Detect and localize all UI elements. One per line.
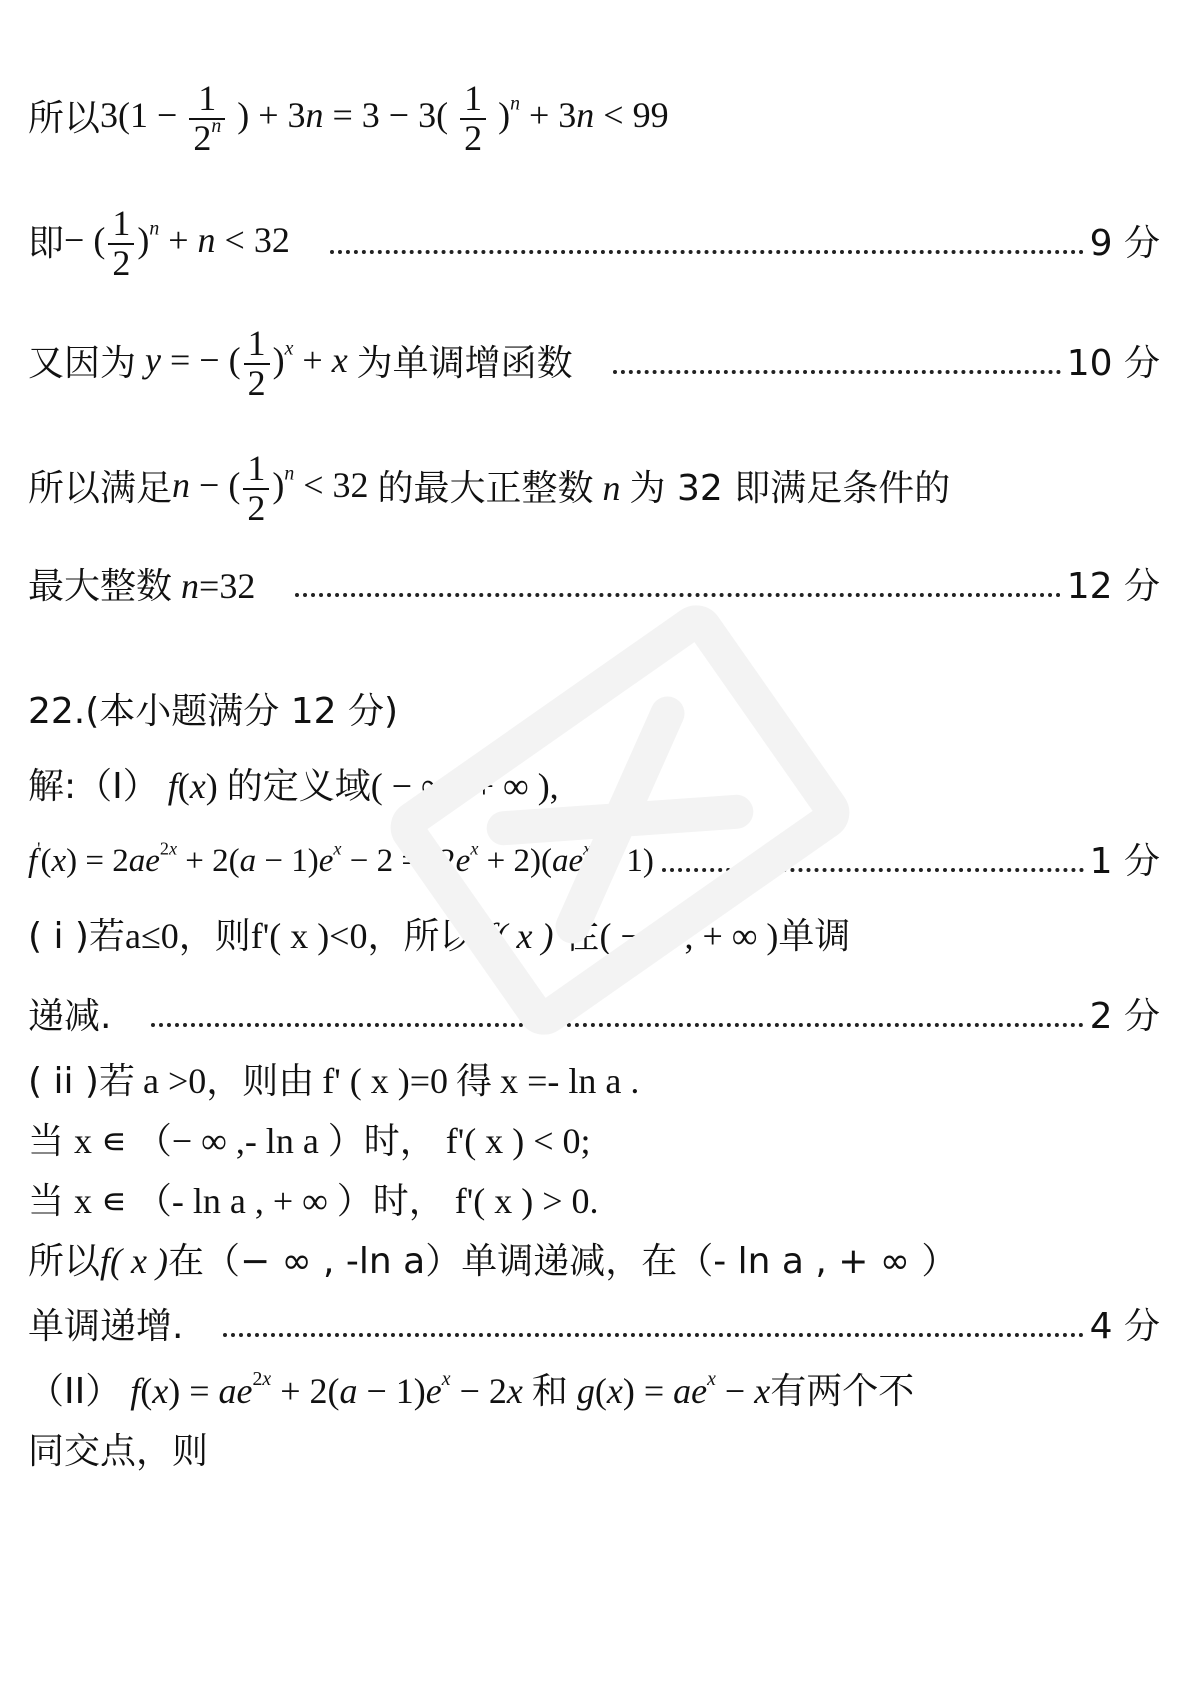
dot-leader	[295, 593, 1060, 597]
equation-line-13	[28, 1180, 1160, 1223]
interval: x ∊ （- ln a , + ∞ ）时，	[74, 1181, 445, 1221]
function-f-expression: $f(x) = ae^{2x} + 2(a - 1)e^x - 2x$	[130, 1368, 523, 1411]
text-prefix: ( ii )若	[28, 1061, 135, 1102]
text-prefix: 最大整数	[28, 566, 173, 607]
equation-line-2	[28, 205, 1160, 283]
text-mid: 和	[531, 1371, 568, 1412]
text-tail: 有两个不	[770, 1371, 915, 1412]
dot-leader	[613, 370, 1061, 374]
equation-line-15	[28, 1305, 1160, 1348]
text-prefix: （II）	[28, 1371, 122, 1412]
variable-n: n	[593, 468, 630, 509]
dot-leader	[662, 868, 1084, 872]
inequality: n − ( $\frac{1}{2}$ )$^n$ < 32	[172, 448, 378, 528]
equation-line-4	[28, 450, 1160, 528]
text-prefix: 当	[28, 1121, 65, 1162]
derivative-sign: f'( x )<0，所以	[250, 916, 476, 956]
interval: x ∊ （− ∞ ,- ln a ）时，	[74, 1121, 436, 1161]
function-def: y = − ( $\frac{1}{2}$ )$^x$ + x	[145, 323, 348, 403]
score-label: 10 分	[1066, 343, 1160, 385]
equation-line-3	[28, 325, 1160, 403]
equation-sum: 3(1 − $\frac{1}{2^n}$ ) + 3n = 3 − 3( $\frac{1}{2}$ )$^n$ + 3n < 99	[100, 78, 669, 158]
text-prefix: 所以满足	[28, 468, 173, 510]
text-prefix: 即	[28, 223, 65, 265]
text-suffix: 为单调增函数	[356, 343, 573, 385]
text-prefix: 单调递增.	[28, 1306, 184, 1347]
score-label: 2 分	[1089, 996, 1160, 1037]
variable-n: n	[172, 566, 200, 606]
domain: ( − ∞ , + ∞ ),	[370, 766, 559, 806]
derivative-sign: f'( x ) > 0.	[454, 1181, 599, 1221]
dot-leader	[330, 250, 1084, 254]
condition: a >0，则由	[142, 1061, 315, 1101]
equation-line-14	[28, 1240, 1160, 1283]
text-mid: 的定义域	[226, 766, 371, 807]
equation-line-17: 同交点，则	[28, 1431, 209, 1472]
score-label: 9 分	[1089, 223, 1160, 265]
equation-line-11	[28, 1060, 1160, 1103]
equation-line-1	[28, 80, 1160, 158]
derivative-zero: f' ( x )=0	[322, 1061, 449, 1101]
fraction: $\frac{1}{2}$	[244, 325, 270, 403]
condition: a≤0，则	[124, 916, 251, 956]
score-label: 12 分	[1066, 566, 1160, 607]
equation-line-10	[28, 995, 1160, 1038]
function-f: f( x )	[100, 1241, 168, 1281]
equation-line-9	[28, 915, 1160, 958]
equals-value: =32	[199, 566, 256, 606]
fraction: $\frac{1}{2}$	[460, 80, 486, 158]
text-prefix: 又因为	[28, 343, 137, 385]
text-prefix: 所以	[28, 1241, 101, 1282]
equation-line-16	[28, 1370, 1160, 1413]
text-tail: 单调	[778, 916, 851, 957]
derivative-sign: f'( x ) < 0;	[445, 1121, 591, 1161]
inequality: − ( $\frac{1}{2}$ )$^n$ + n < 32	[64, 203, 290, 283]
dot-leader	[151, 1023, 1083, 1027]
dot-leader	[223, 1333, 1083, 1337]
critical-point: x =- ln a .	[500, 1061, 640, 1101]
function-f: f( x )	[485, 916, 554, 956]
function-g-expression: $g(x) = ae^x - x$	[576, 1368, 771, 1411]
equation-line-5	[28, 565, 1160, 608]
text-prefix: 解:（I）	[28, 766, 159, 807]
text-mid: 在	[563, 916, 600, 957]
monotonic-intervals: 在（− ∞ , -ln a）单调递减，在（- ln a , + ∞ ）	[167, 1241, 958, 1282]
problem-heading: 22.(本小题满分 12 分)	[28, 691, 399, 732]
domain: ( − ∞ , + ∞ )	[599, 916, 779, 956]
text-tail: 为 32 即满足条件的	[629, 468, 951, 510]
text-prefix: ( i )若	[28, 916, 125, 957]
text-prefix: 递减.	[28, 996, 112, 1037]
equation-line-7	[28, 765, 1160, 808]
score-label: 4 分	[1089, 1306, 1160, 1347]
derivative-expression: $f'(x) = 2ae^{2x} + 2(a - 1)e^x - 2 = (2e^x + 2)(ae^x - 1)$	[28, 838, 654, 879]
score-label: 1 分	[1089, 841, 1160, 882]
equation-line-12	[28, 1120, 1160, 1163]
fraction: $\frac{1}{2^n}$	[189, 80, 225, 158]
equation-line-8	[28, 840, 1160, 883]
text-prefix: 所以	[28, 98, 101, 140]
text-prefix: 当	[28, 1181, 65, 1222]
fraction: $\frac{1}{2}$	[243, 450, 269, 528]
fraction: $\frac{1}{2}$	[108, 205, 134, 283]
text-mid: 的最大正整数	[377, 468, 594, 510]
function-f: f(x)	[167, 766, 227, 806]
text-mid: 得	[456, 1061, 493, 1102]
